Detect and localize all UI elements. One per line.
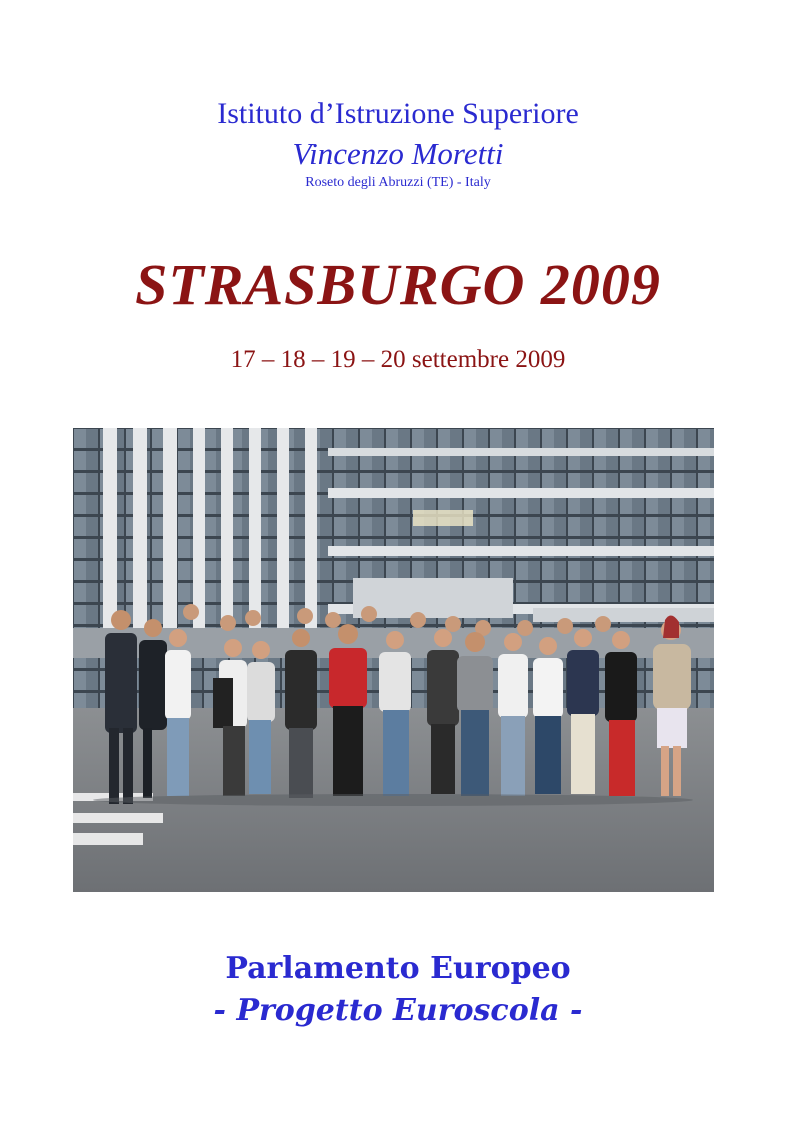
document-title: STRASBURGO 2009 <box>135 252 661 317</box>
group-photo <box>73 428 714 892</box>
school-location: Roseto degli Abruzzi (TE) - Italy <box>305 175 491 190</box>
school-name: Vincenzo Moretti <box>292 136 504 171</box>
footer-parliament: Parlamento Europeo <box>225 951 571 986</box>
group-photo-illustration <box>73 428 714 892</box>
footer-project: - Progetto Euroscola - <box>213 993 583 1028</box>
institute-heading: Istituto d’Istruzione Superiore <box>217 97 579 130</box>
event-dates: 17 – 18 – 19 – 20 settembre 2009 <box>230 346 566 373</box>
